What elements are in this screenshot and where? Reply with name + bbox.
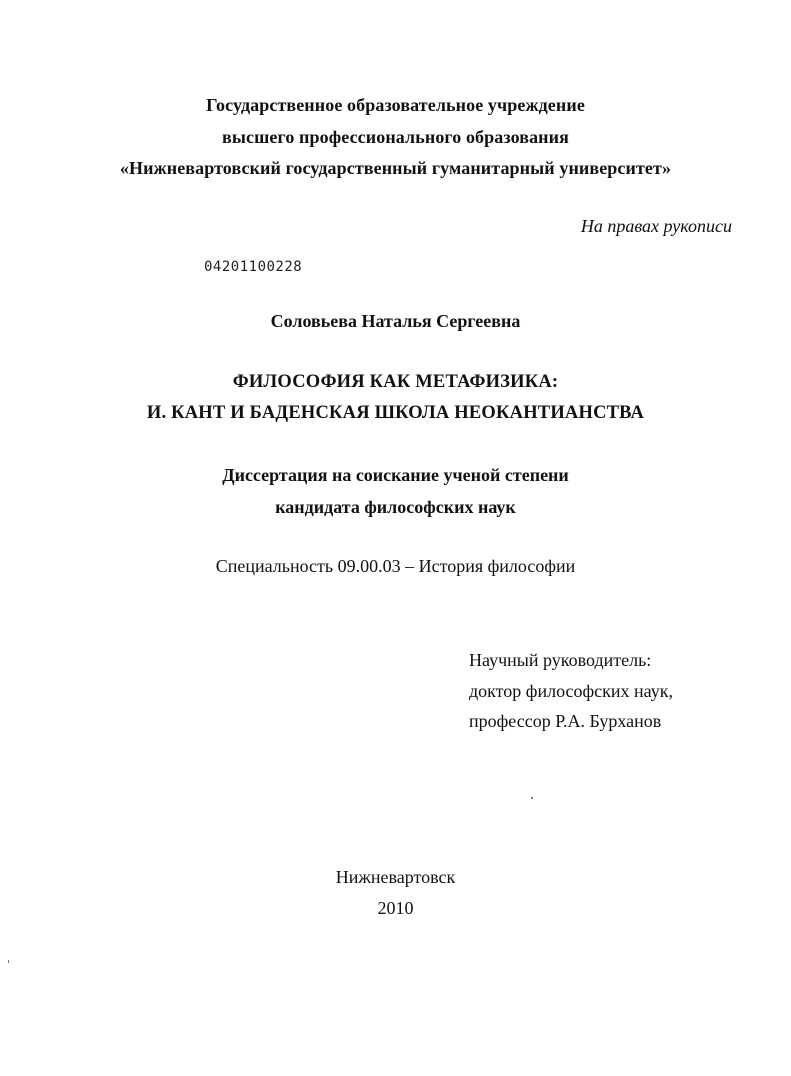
scan-speck	[531, 797, 533, 799]
dissertation-title-line-2: И. КАНТ И БАДЕНСКАЯ ШКОЛА НЕОКАНТИАНСТВА	[146, 403, 645, 423]
manuscript-rights-note: На правах рукописи	[580, 216, 732, 236]
institution-line-3: «Нижневартовский государственный гуманитарный университет»	[119, 158, 672, 178]
advisor-label: Научный руководитель:	[469, 650, 652, 670]
dissertation-title-line-1: ФИЛОСОФИЯ КАК МЕТАФИЗИКА:	[232, 372, 559, 392]
author-name: Соловьева Наталья Сергеевна	[270, 311, 521, 331]
city: Нижневартовск	[335, 867, 456, 887]
year: 2010	[377, 898, 414, 918]
institution-line-2: высшего профессионального образования	[222, 127, 569, 147]
degree-line-1: Диссертация на соискание ученой степени	[222, 465, 569, 485]
archive-number-stamp: 04201100228	[204, 259, 303, 275]
advisor-name: профессор Р.А. Бурханов	[469, 711, 662, 731]
specialty-line: Специальность 09.00.03 – История философии	[215, 556, 576, 576]
scan-speck	[8, 960, 9, 963]
institution-line-1: Государственное образовательное учреждение	[206, 95, 585, 115]
advisor-degree: доктор философских наук,	[469, 681, 673, 701]
degree-line-2: кандидата философских наук	[275, 497, 516, 517]
